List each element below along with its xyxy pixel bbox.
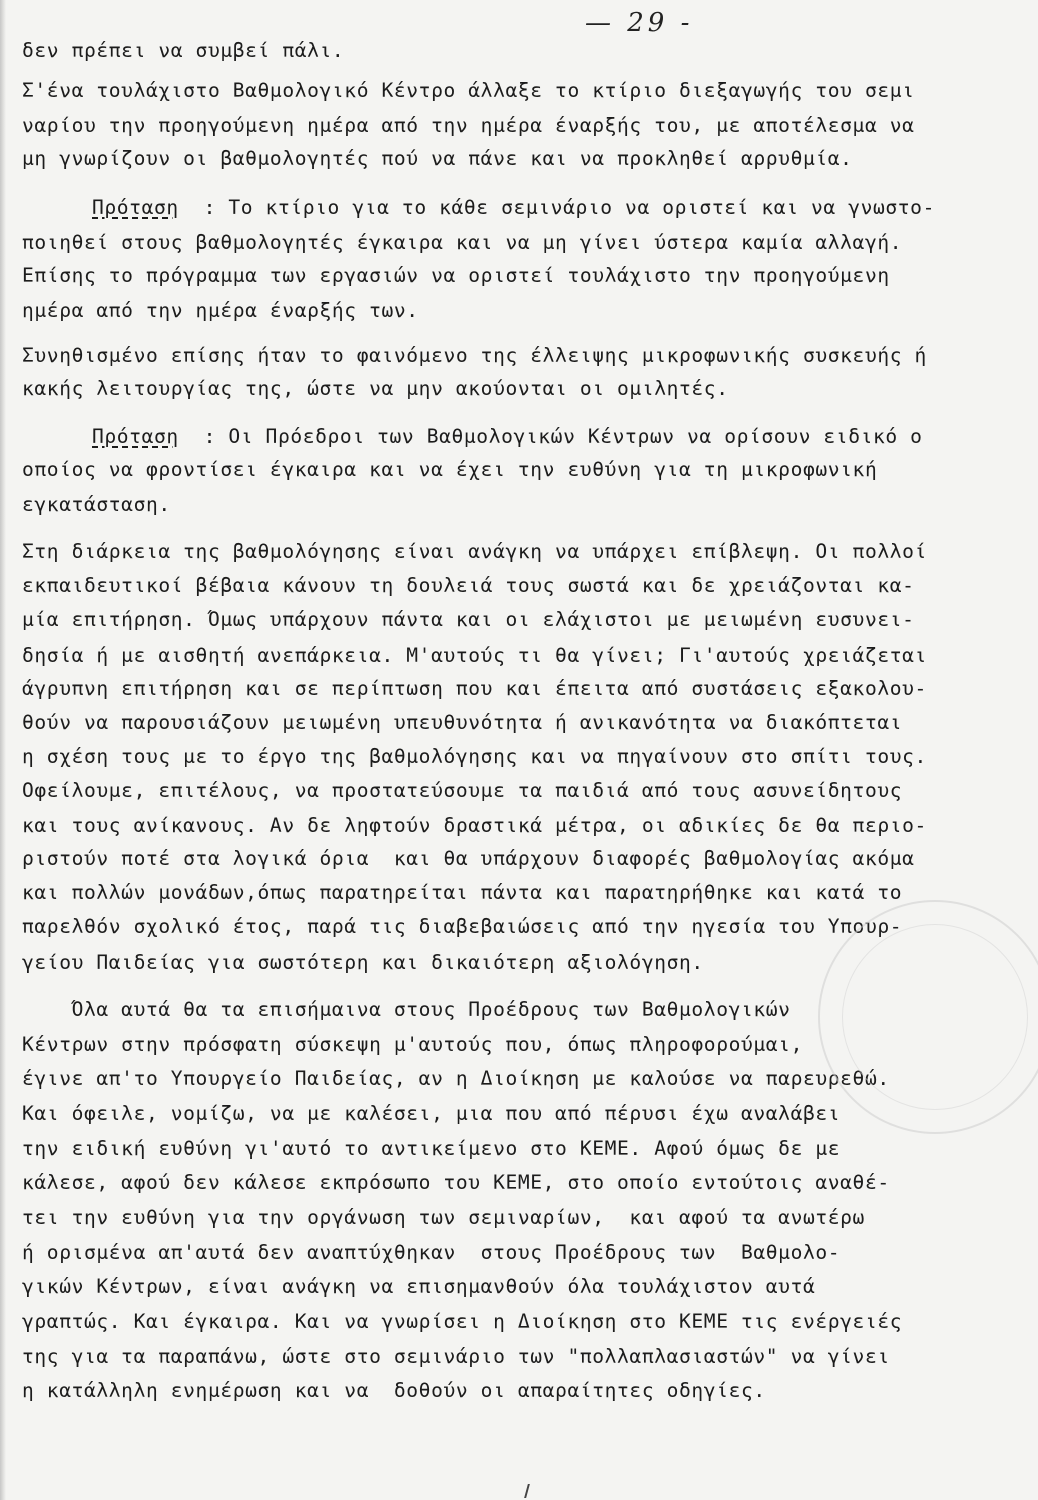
text-line: εγκατάσταση. — [22, 493, 171, 516]
text-line: Σ'ένα τουλάχιστο Βαθμολογικό Κέντρο άλλαξε το κτίριο διεξαγωγής του σεμι — [22, 79, 915, 102]
text-line: Συνηθισμένο επίσης ήταν το φαινόμενο της έλλειψης μικροφωνικής συσκευής ή — [22, 344, 927, 367]
text-line: και πολλών μονάδων,όπως παρατηρείται πάντα και παρατηρήθηκε και κατά το — [22, 881, 903, 904]
pen-mark — [524, 1484, 534, 1498]
text-line: κακής λειτουργίας της, ώστε να μην ακούονται οι ομιλητές. — [22, 377, 729, 400]
text-line: και τους ανίκανους. Αν δε ληφτούν δραστικά μέτρα, οι αδικίες δε θα περιο- — [22, 814, 927, 837]
text-line: παρελθόν σχολικό έτος, παρά τις διαβεβαιώσεις από την ηγεσία του Υπουρ- — [22, 915, 903, 938]
text-line: άγρυπνη επιτήρηση και σε περίπτωση που και έπειτα από συστάσεις εξακολου- — [22, 677, 927, 700]
text-line: γείου Παιδείας για σωστότερη και δικαιότερη αξιολόγηση. — [22, 951, 704, 974]
text-line: ριστούν ποτέ στα λογικά όρια και θα υπάρχουν διαφορές βαθμολογίας ακόμα — [22, 847, 915, 870]
text-line: Επίσης το πρόγραμμα των εργασιών να οριστεί τουλάχιστο την προηγούμενη — [22, 264, 890, 287]
text-line: ναρίου την προηγούμενη ημέρα από την ημέρα έναρξής του, με αποτέλεσμα να — [22, 114, 915, 137]
text-line: Στη διάρκεια της βαθμολόγησης είναι ανάγκη να υπάρχει επίβλεψη. Οι πολλοί — [22, 540, 927, 563]
text-line: κάλεσε, αφού δεν κάλεσε εκπρόσωπο του ΚΕΜΕ, στο οποίο εντούτοις αναθέ- — [22, 1171, 890, 1194]
text-line: Κέντρων στην πρόσφατη σύσκεψη μ'αυτούς που, όπως πληροφορούμαι, — [22, 1033, 803, 1056]
proposal-label: Πρόταση — [92, 196, 179, 219]
text-line: : Οι Πρόεδροι των Βαθμολογικών Κέντρων να ορίσουν ειδικό ο — [178, 425, 923, 448]
text-line: η κατάλληλη ενημέρωση και να δοθούν οι απαραίτητες οδηγίες. — [22, 1379, 766, 1402]
text-line: θούν να παρουσιάζουν μειωμένη υπευθυνότητα ή ανικανότητα να διακόπτεται — [22, 711, 903, 734]
text-line: γικών Κέντρων, είναι ανάγκη να επισημανθούν όλα τουλάχιστον αυτά — [22, 1275, 816, 1298]
scan-edge-shadow — [0, 0, 6, 1500]
text-line: μη γνωρίζουν οι βαθμολογητές πού να πάνε και να προκληθεί αρρυθμία. — [22, 147, 853, 170]
text-line: : Το κτίριο για το κάθε σεμινάριο να οριστεί και να γνωστο- — [178, 196, 935, 219]
text-line: Όλα αυτά θα τα επισήμαινα στους Προέδρους των Βαθμολογικών — [22, 998, 791, 1021]
text-line: δεν πρέπει να συμβεί πάλι. — [22, 39, 345, 62]
proposal-line — [92, 195, 935, 221]
proposal-label: Πρόταση — [92, 425, 179, 448]
text-line: γραπτώς. Και έγκαιρα. Και να γνωρίσει η Διοίκηση στο ΚΕΜΕ τις ενέργειές — [22, 1310, 903, 1333]
text-line: Οφείλουμε, επιτέλους, να προστατεύσουμε τα παιδιά από τους ασυνείδητους — [22, 779, 903, 802]
text-line: εκπαιδευτικοί βέβαια κάνουν τη δουλειά τους σωστά και δε χρειάζονται κα- — [22, 574, 915, 597]
faded-stamp — [818, 900, 1038, 1134]
text-line: ποιηθεί στους βαθμολογητές έγκαιρα και να μη γίνει ύστερα καμία αλλαγή. — [22, 231, 903, 254]
text-line: οποίος να φροντίσει έγκαιρα και να έχει την ευθύνη για τη μικροφωνική — [22, 458, 878, 481]
text-line: την ειδική ευθύνη γι'αυτό το αντικείμενο στο ΚΕΜΕ. Αφού όμως δε με — [22, 1137, 841, 1160]
text-line: ή ορισμένα απ'αυτά δεν αναπτύχθηκαν στους Προέδρους των Βαθμολο- — [22, 1241, 841, 1264]
text-line: της για τα παραπάνω, ώστε στο σεμινάριο των "πολλαπλασιαστών" να γίνει — [22, 1345, 890, 1368]
page-number: — 29 - — [585, 8, 694, 38]
text-line: η σχέση τους με το έργο της βαθμολόγησης και να πηγαίνουν στο σπίτι τους. — [22, 745, 927, 768]
text-line: ημέρα από την ημέρα έναρξής των. — [22, 299, 419, 322]
text-line: δησία ή με αισθητή ανεπάρκεια. Μ'αυτούς τι θα γίνει; Γι'αυτούς χρειάζεται — [22, 644, 927, 667]
text-line: έγινε απ'το Υπουργείο Παιδείας, αν η Διοίκηση με καλούσε να παρευρεθώ. — [22, 1067, 890, 1090]
text-line: μία επιτήρηση. Όμως υπάρχουν πάντα και οι ελάχιστοι με μειωμένη ευσυνει- — [22, 608, 915, 631]
text-line: τει την ευθύνη για την οργάνωση των σεμιναρίων, και αφού τα ανωτέρω — [22, 1206, 865, 1229]
text-line: Και όφειλε, νομίζω, να με καλέσει, μια που από πέρυσι έχω αναλάβει — [22, 1102, 841, 1125]
proposal-line — [92, 424, 923, 450]
